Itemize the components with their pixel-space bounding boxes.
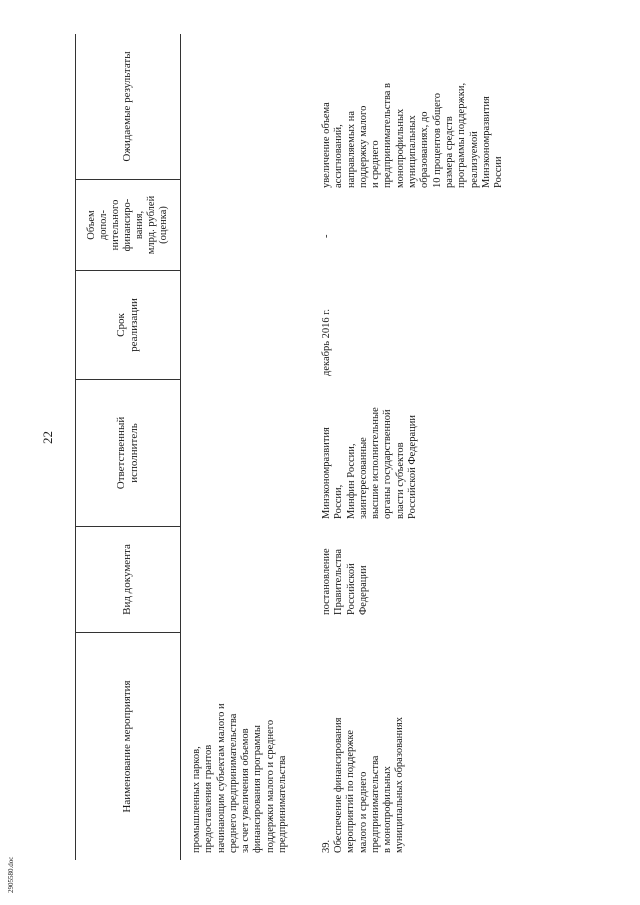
header-executor: Ответственный исполнитель — [114, 416, 140, 490]
page-number: 22 — [40, 431, 55, 444]
row-number: 39. — [321, 839, 332, 853]
header-name: Наименование мероприятия — [121, 680, 133, 813]
row-executor: Минэкономразвития России, Минфин России, заинтересованные высшие исполнительные органы государственной власти субъектов Российской Федерации — [321, 407, 419, 519]
header-doc-type: Вид документа — [121, 544, 133, 615]
header-funding: Объем допол- нительного финансиро- вания, млрд. рублей (оценка) — [85, 195, 169, 255]
row-results: увеличение объема ассигнований, направляемых на поддержку малого и среднего предпринимательства в монопрофильных муниципальных образованиях, до 10 процентов общего размера средств программы поддержки, реализуемой Минэкономразвития России — [321, 82, 505, 188]
document-id: 2905580.doc — [7, 856, 15, 893]
header-term: Срок реализации — [114, 298, 140, 352]
row-funding: - — [321, 234, 332, 238]
continuation-name: промышленных парков, предоставления грантов начинающим субъектам малого и среднего предпринимательства за счет увеличения объемов финансирования программы поддержки малого и среднего предпринимательства — [191, 703, 289, 853]
row-doc-type: постановление Правительства Российской Федерации — [321, 548, 369, 615]
measures-table — [75, 34, 615, 860]
row-name: Обеспечение финансирования мероприятий по поддержке малого и среднего предпринимательства в монопрофильных муниципальных образованиях — [333, 717, 406, 853]
header-results: Ожидаемые результаты — [121, 51, 133, 162]
header-bottom-rule — [180, 34, 181, 860]
row-term: декабрь 2016 г. — [321, 309, 332, 376]
